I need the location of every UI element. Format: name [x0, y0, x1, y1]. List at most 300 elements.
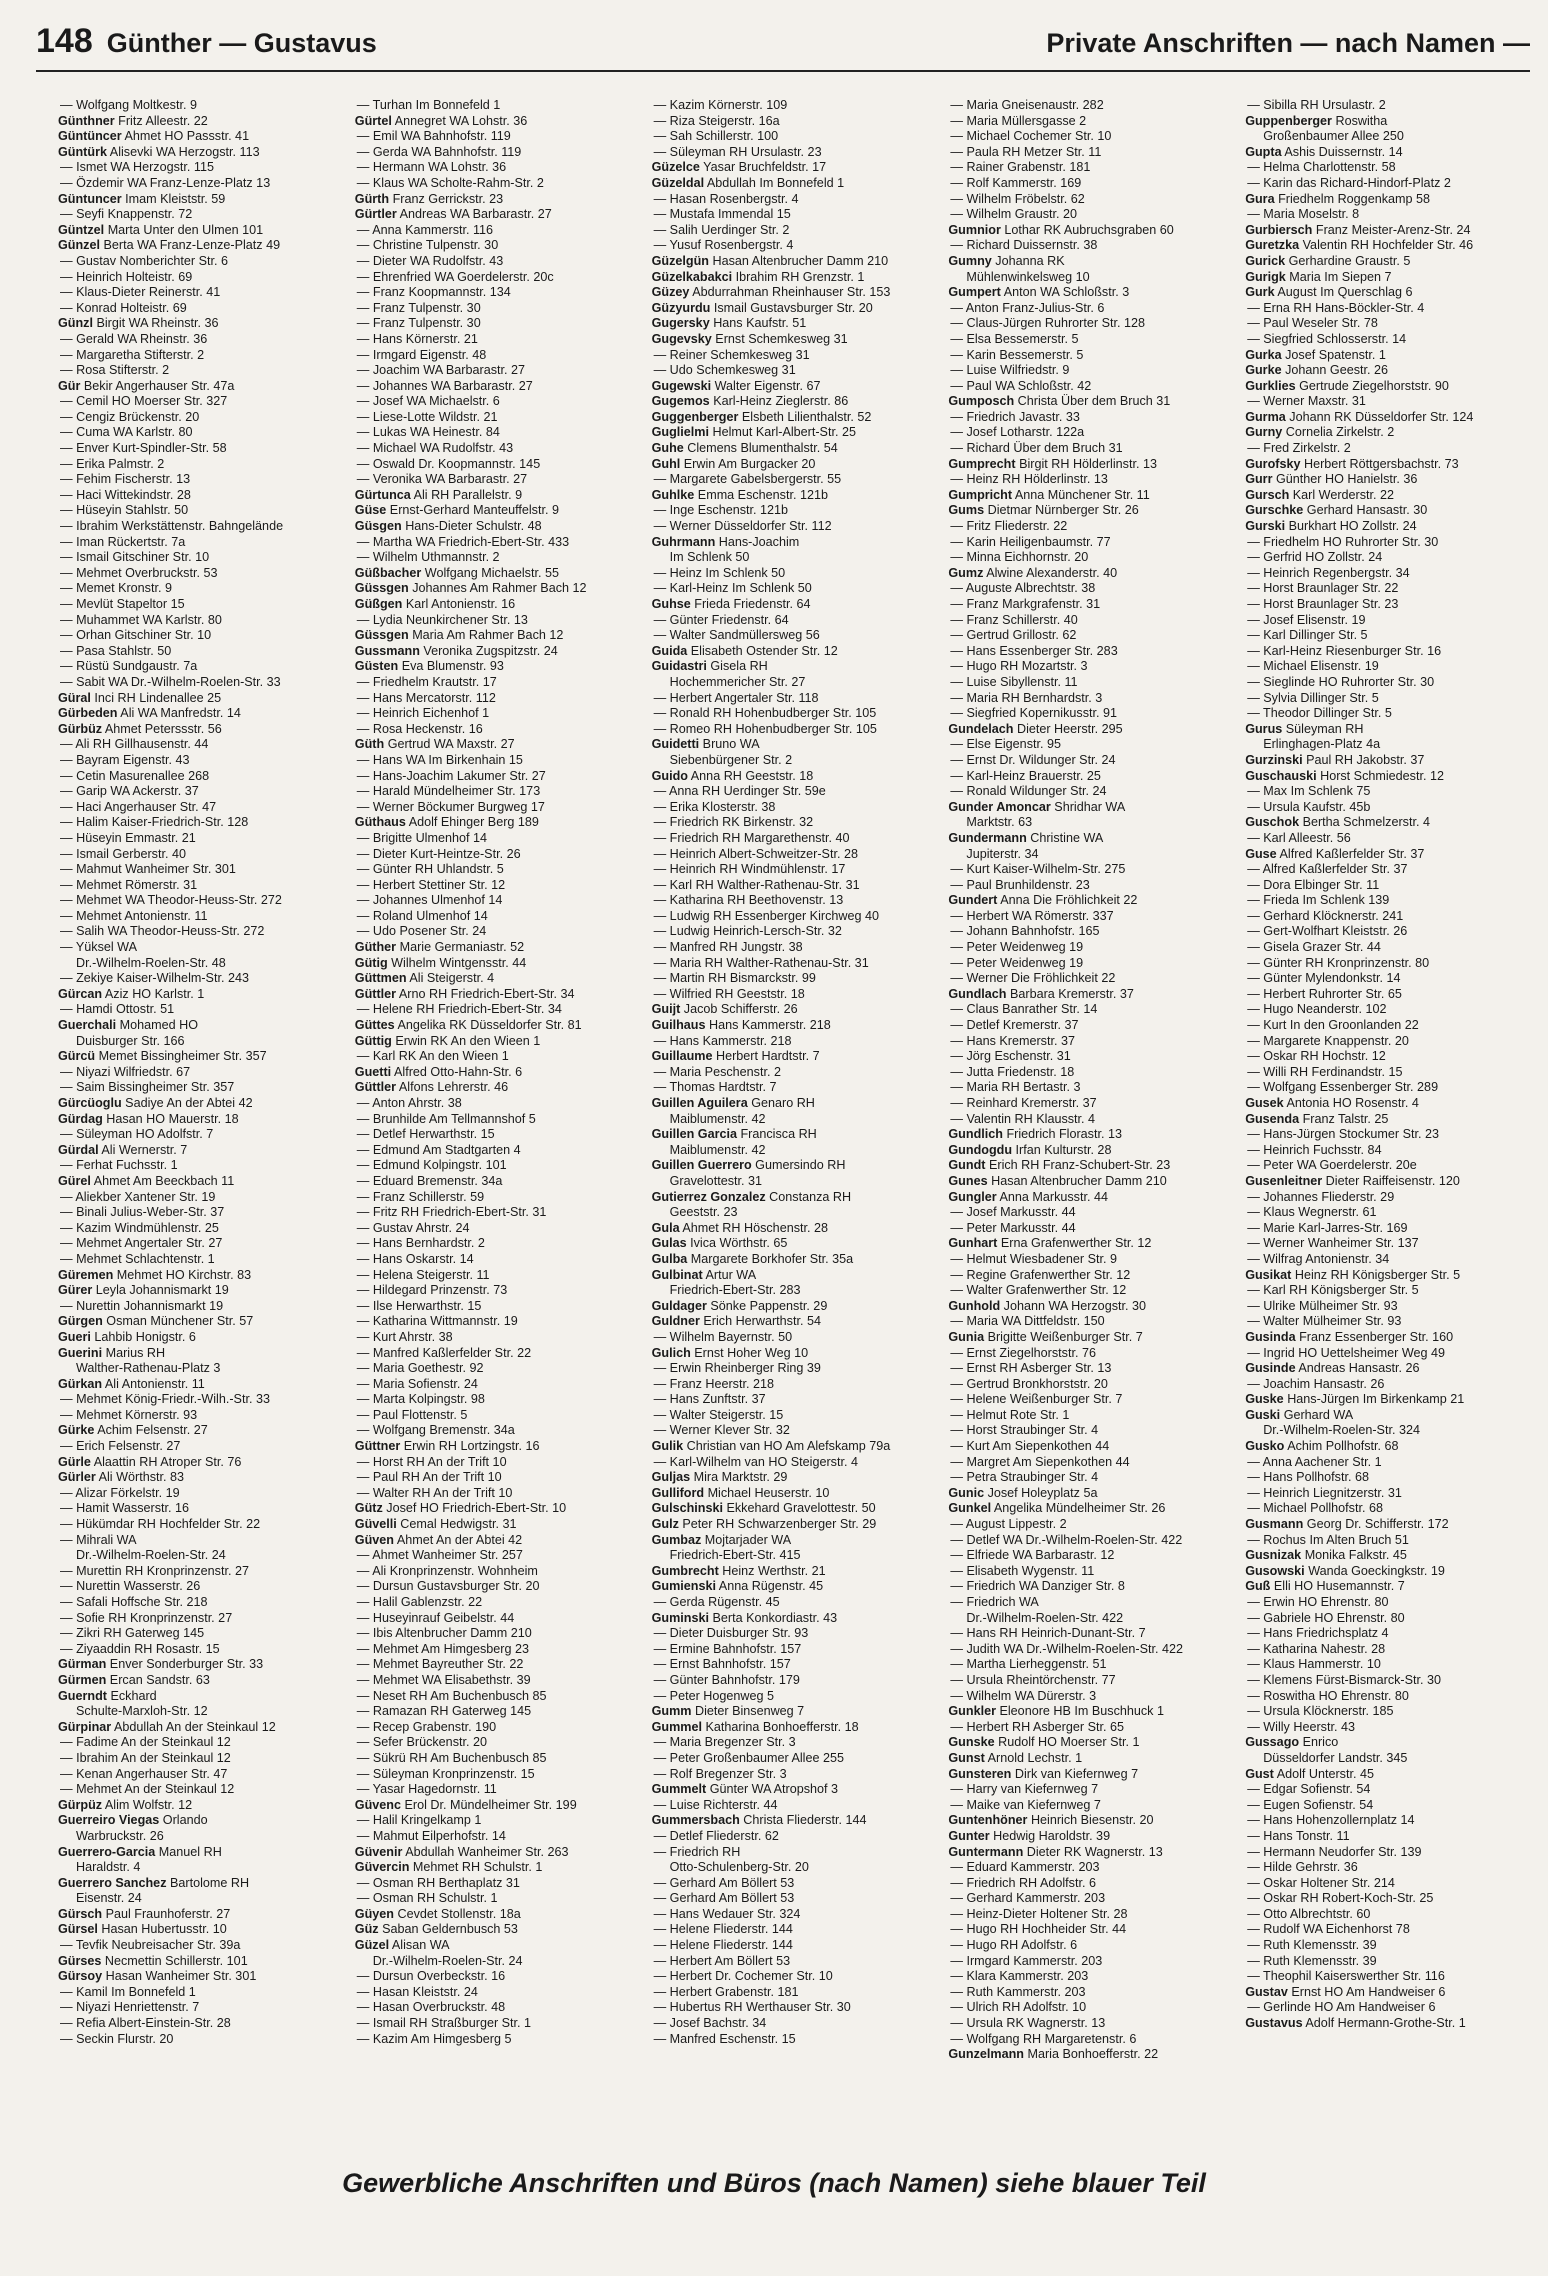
directory-entry [948, 1657, 1233, 1673]
entry-surname: Gürtunca [354, 487, 411, 502]
entry-address: Walter Eigenstr. 67 [714, 378, 821, 393]
directory-entry [652, 207, 937, 223]
entry-surname: Gulich [651, 1345, 691, 1360]
entry-address: — Gerfrid HO Zollstr. 24 [1247, 550, 1383, 565]
directory-entry [948, 176, 1233, 192]
entry-address: — Elsa Bessemerstr. 5 [950, 331, 1079, 346]
directory-entry [652, 659, 937, 675]
directory-entry [948, 488, 1233, 504]
entry-surname: Gundelach [948, 721, 1014, 736]
entry-address: Birgit RH Hölderlinstr. 13 [1019, 456, 1157, 471]
directory-entry [355, 550, 640, 566]
directory-entry [355, 659, 640, 675]
entry-address: — Ahmet Wanheimer Str. 257 [356, 1548, 523, 1563]
entry-address: — Franz Heerstr. 218 [653, 1376, 774, 1391]
entry-address: — Hans Wedauer Str. 324 [653, 1906, 801, 1921]
entry-address: — Mehmet Schlachtenstr. 1 [60, 1251, 215, 1266]
directory-entry [58, 847, 343, 863]
entry-address: — Sah Schillerstr. 100 [653, 129, 779, 144]
entry-surname: Gungler [948, 1189, 997, 1204]
entry-address: — Safali Hoffsche Str. 218 [60, 1595, 208, 1609]
directory-entry [355, 613, 640, 629]
entry-address: — Lydia Neunkirchener Str. 13 [356, 612, 528, 627]
directory-entry [1245, 488, 1530, 504]
directory-entry [1245, 1720, 1530, 1736]
entry-address: — Ramazan RH Gaterweg 145 [356, 1704, 532, 1719]
entry-address: Karl Werderstr. 22 [1292, 487, 1395, 502]
directory-entry [355, 176, 640, 192]
entry-address: Erwin RH Lortzingstr. 16 [403, 1439, 540, 1454]
entry-address: — Martha Lierheggenstr. 51 [950, 1657, 1107, 1672]
entry-address: — Sylvia Dillinger Str. 5 [1247, 690, 1379, 705]
entry-address: — Werner Klever Str. 32 [653, 1423, 790, 1438]
entry-address: — Sabit WA Dr.-Wilhelm-Roelen-Str. 33 [60, 674, 281, 689]
entry-surname: Güzey [651, 285, 690, 300]
entry-address: Enrico [1302, 1735, 1339, 1750]
directory-entry [58, 1595, 343, 1611]
entry-address: — Josef Elisenstr. 19 [1247, 612, 1366, 627]
entry-address: — Peter Markusstr. 44 [950, 1220, 1076, 1235]
entry-address: — Peter Hogenweg 5 [653, 1688, 775, 1703]
directory-entry [948, 706, 1233, 722]
directory-entry [652, 566, 937, 582]
directory-entry [1245, 613, 1530, 629]
entry-surname: Gunic [948, 1485, 985, 1500]
entry-address: Anton WA Schloßstr. 3 [1003, 285, 1130, 300]
entry-surname: Gurofsky [1245, 456, 1301, 471]
entry-surname: Gugemos [651, 394, 710, 409]
entry-address: Memet Bissingheimer Str. 357 [98, 1049, 267, 1064]
entry-address: — Ismail Gitschiner Str. 10 [60, 550, 210, 565]
entry-address: — Karl-Heinz Brauerstr. 25 [950, 768, 1101, 783]
entry-address: — Maike van Kiefernweg 7 [950, 1797, 1101, 1812]
entry-address: — Ismet WA Herzogstr. 115 [60, 160, 214, 175]
entry-surname: Güz [354, 1922, 379, 1937]
directory-entry [355, 98, 640, 114]
entry-address: — Richard Duissernstr. 38 [950, 238, 1098, 253]
directory-entry [355, 924, 640, 940]
directory-entry [58, 519, 343, 535]
entry-address: — Johannes Ulmenhof 14 [356, 893, 503, 908]
entry-surname: Gunes [948, 1173, 988, 1188]
entry-surname: Guhlke [651, 487, 695, 502]
directory-entry [652, 1845, 937, 1861]
entry-address: — Karin das Richard-Hindorf-Platz 2 [1247, 175, 1451, 190]
entry-surname: Gürth [354, 191, 390, 206]
entry-address: Ahmet HO Passstr. 41 [124, 129, 250, 144]
entry-address: — Heinrich Liegnitzerstr. 31 [1247, 1485, 1402, 1500]
directory-entry [355, 1034, 640, 1050]
directory-entry [1245, 1299, 1530, 1315]
directory-entry [58, 160, 343, 176]
entry-address: — Heinrich Holteistr. 69 [60, 269, 193, 284]
entry-address: — Kurt Kaiser-Wilhelm-Str. 275 [950, 862, 1126, 877]
directory-entry [948, 1236, 1233, 1252]
directory-entry [1245, 691, 1530, 707]
directory-entry [355, 1891, 640, 1907]
entry-surname: Gulbinat [651, 1267, 703, 1282]
directory-entry [1245, 1907, 1530, 1923]
directory-entry [355, 1860, 640, 1876]
directory-entry [948, 1283, 1233, 1299]
entry-address: Arnold Lechstr. 1 [987, 1750, 1083, 1765]
directory-entry [355, 581, 640, 597]
directory-entry [948, 519, 1233, 535]
directory-entry [355, 1798, 640, 1814]
directory-entry [1245, 566, 1530, 582]
entry-surname: Güther [354, 940, 397, 955]
directory-entry [948, 1782, 1233, 1798]
entry-address: August Im Querschlag 6 [1277, 285, 1413, 300]
directory-entry [58, 1985, 343, 2001]
directory-entry [58, 254, 343, 270]
entry-surname: Güzeldal [651, 175, 705, 190]
directory-entry [1245, 1377, 1530, 1393]
entry-address: — Detlef WA Dr.-Wilhelm-Roelen-Str. 422 [950, 1532, 1183, 1547]
directory-entry [948, 285, 1233, 301]
entry-address: — Ali Kronprinzenstr. Wohnheim [356, 1563, 538, 1578]
directory-entry [948, 98, 1233, 114]
entry-address: Sönke Pappenstr. 29 [710, 1298, 828, 1313]
entry-address: — Rainer Grabenstr. 181 [950, 160, 1091, 175]
entry-address: Josef HO Friedrich-Ebert-Str. 10 [386, 1501, 567, 1516]
directory-entry [355, 1346, 640, 1362]
entry-address: — Mehmet Overbruckstr. 53 [60, 565, 218, 580]
directory-entry [652, 332, 937, 348]
entry-address: — Claus Banrather Str. 14 [950, 1002, 1098, 1017]
directory-entry [948, 1127, 1233, 1143]
directory-entry [652, 1423, 937, 1439]
entry-address: — Franz Tulpenstr. 30 [356, 316, 481, 331]
directory-entry [1245, 1922, 1530, 1938]
entry-address: — Detlef Kremerstr. 37 [950, 1018, 1079, 1033]
entry-surname: Gurr [1245, 472, 1273, 487]
directory-entry [652, 1860, 937, 1876]
entry-address: — Günter RH Kronprinzenstr. 80 [1247, 955, 1430, 970]
directory-entry [652, 1720, 937, 1736]
entry-surname: Gundogdu [948, 1142, 1013, 1157]
entry-surname: Gussmann [354, 643, 420, 658]
entry-address: — Hamdi Ottostr. 51 [60, 1002, 175, 1017]
entry-address: Lahbib Honigstr. 6 [94, 1329, 196, 1344]
entry-address: — Wolfgang RH Margaretenstr. 6 [950, 2031, 1137, 2046]
directory-entry [948, 316, 1233, 332]
entry-address: — Hugo RH Hochheider Str. 44 [950, 1922, 1127, 1937]
entry-address: — Zikri RH Gaterweg 145 [60, 1626, 205, 1641]
entry-address: — Fadime An der Steinkaul 12 [60, 1735, 231, 1750]
entry-address: — Friedrich RH Adolfstr. 6 [950, 1875, 1096, 1890]
directory-entry [948, 223, 1233, 239]
entry-address: — Maria Gneisenaustr. 282 [950, 98, 1104, 112]
entry-address: — Rochus Im Alten Bruch 51 [1247, 1532, 1409, 1547]
entry-address: — Garip WA Ackerstr. 37 [60, 784, 199, 799]
directory-entry [58, 628, 343, 644]
directory-entry [948, 1720, 1233, 1736]
entry-address: — Karl Dillinger Str. 5 [1247, 628, 1368, 643]
directory-entry [652, 1907, 937, 1923]
directory-entry [948, 192, 1233, 208]
entry-surname: Gürbüz [58, 721, 103, 736]
directory-entry [652, 1782, 937, 1798]
directory-entry [355, 114, 640, 130]
entry-address: Erich RH Franz-Schubert-Str. 23 [988, 1158, 1171, 1173]
directory-entry [1245, 394, 1530, 410]
directory-entry [355, 691, 640, 707]
directory-entry [58, 644, 343, 660]
directory-entry [652, 1268, 937, 1284]
directory-entry [1245, 1767, 1530, 1783]
entry-address: — Ermine Bahnhofstr. 157 [653, 1641, 802, 1656]
directory-entry [948, 1501, 1233, 1517]
entry-surname: Guhse [651, 597, 691, 611]
directory-entry [948, 238, 1233, 254]
entry-address: Erna Grafenwerther Str. 12 [1000, 1236, 1152, 1251]
directory-entry [355, 535, 640, 551]
directory-entry [355, 1236, 640, 1252]
directory-entry [1245, 815, 1530, 831]
directory-entry [1245, 1236, 1530, 1252]
entry-address: Hans-Joachim [718, 534, 800, 549]
entry-surname: Güse [354, 503, 387, 518]
entry-surname: Gurma [1245, 409, 1286, 424]
entry-address: Necmettin Schillerstr. 101 [104, 1953, 248, 1968]
directory-entry [1245, 722, 1530, 738]
entry-address: — Ursula RK Wagnerstr. 13 [950, 2016, 1106, 2031]
entry-address: Alisan WA [391, 1938, 450, 1953]
directory-entry [652, 1517, 937, 1533]
entry-address: Karl-Heinz Zieglerstr. 86 [713, 394, 849, 409]
directory-entry [58, 940, 343, 956]
entry-address: — Werner Düsseldorfer Str. 112 [653, 519, 832, 534]
directory-entry [948, 1922, 1233, 1938]
directory-entry [948, 254, 1233, 270]
entry-address: Maiblumenstr. 42 [669, 1142, 766, 1157]
directory-entry [1245, 1361, 1530, 1377]
directory-entry [1245, 285, 1530, 301]
directory-entry [1245, 1143, 1530, 1159]
directory-entry [652, 472, 937, 488]
entry-address: — Oskar RH Hochstr. 12 [1247, 1049, 1386, 1064]
entry-address: Hans Kaufstr. 51 [713, 316, 807, 331]
entry-surname: Gürpüz [58, 1797, 103, 1812]
entry-address: Hans-Dieter Schulstr. 48 [405, 519, 542, 534]
entry-address: — Rolf Kammerstr. 169 [950, 175, 1082, 190]
entry-address: — Theodor Dillinger Str. 5 [1247, 706, 1392, 721]
entry-address: — Detlef Herwarthstr. 15 [356, 1127, 495, 1142]
directory-entry [652, 145, 937, 161]
directory-entry [1245, 1704, 1530, 1720]
directory-entry [1245, 1782, 1530, 1798]
entry-address: Walther-Rathenau-Platz 3 [76, 1361, 221, 1376]
entry-surname: Guschok [1245, 815, 1300, 830]
entry-address: Ali RH Parallelstr. 9 [413, 487, 523, 502]
directory-entry [58, 2016, 343, 2032]
directory-entry [1245, 1954, 1530, 1970]
directory-entry [652, 457, 937, 473]
directory-entry [58, 1611, 343, 1627]
entry-address: — Gabriele HO Ehrenstr. 80 [1247, 1610, 1405, 1625]
directory-entry [948, 1533, 1233, 1549]
entry-address: Alim Wolfstr. 12 [104, 1797, 193, 1812]
directory-entry [58, 457, 343, 473]
entry-surname: Gürbeden [58, 706, 118, 721]
entry-surname: Gürman [58, 1657, 107, 1672]
directory-entry [1245, 348, 1530, 364]
directory-entry [58, 1408, 343, 1424]
directory-entry [355, 410, 640, 426]
directory-entry [355, 1922, 640, 1938]
entry-address: — Karl RH Königsberger Str. 5 [1247, 1283, 1419, 1298]
entry-address: — Michael Elisenstr. 19 [1247, 659, 1379, 674]
entry-address: Anna RH Geeststr. 18 [690, 768, 814, 783]
directory-entry [58, 98, 343, 114]
directory-entry [355, 1190, 640, 1206]
entry-address: Eisenstr. 24 [76, 1891, 142, 1906]
entry-address: — Ulrich RH Adolfstr. 10 [950, 2000, 1087, 2015]
directory-entry [948, 659, 1233, 675]
entry-surname: Gumprecht [948, 456, 1016, 471]
directory-entry [948, 1751, 1233, 1767]
directory-entry [948, 1221, 1233, 1237]
directory-entry [355, 706, 640, 722]
directory-entry [1245, 1034, 1530, 1050]
directory-entry [58, 1455, 343, 1471]
directory-entry [58, 1127, 343, 1143]
entry-address: Johann Geestr. 26 [1285, 363, 1389, 378]
entry-address: — Hükümdar RH Hochfelder Str. 22 [60, 1517, 261, 1532]
entry-address: Marie Germaniastr. 52 [399, 940, 525, 955]
directory-entry [1245, 1501, 1530, 1517]
entry-surname: Gurigk [1245, 269, 1286, 284]
directory-entry [355, 753, 640, 769]
entry-address: Marta Unter den Ulmen 101 [107, 222, 264, 237]
column-1 [58, 98, 343, 2148]
directory-entry [355, 737, 640, 753]
entry-address: — Heinrich Regenbergstr. 34 [1247, 565, 1410, 580]
entry-surname: Guerndt [58, 1688, 107, 1703]
directory-entry [355, 1751, 640, 1767]
entry-address: Michael Heuserstr. 10 [707, 1485, 830, 1500]
entry-address: — Gustav Ahrstr. 24 [356, 1220, 470, 1235]
directory-entry [948, 1018, 1233, 1034]
entry-address: — Paul Brunhildenstr. 23 [950, 877, 1090, 892]
directory-entry [355, 1096, 640, 1112]
entry-address: — Bayram Eigenstr. 43 [60, 752, 190, 767]
entry-address: Cemal Hedwigstr. 31 [400, 1517, 517, 1532]
directory-entry [948, 503, 1233, 519]
entry-address: — Karl-Heinz Im Schlenk 50 [653, 581, 812, 596]
directory-entry [652, 1548, 937, 1564]
entry-address: — Murettin RH Kronprinzenstr. 27 [60, 1563, 249, 1578]
entry-address: Inci RH Lindenallee 25 [94, 690, 222, 705]
entry-address: — Tevfik Neubreisacher Str. 39a [60, 1938, 241, 1953]
directory-entry [58, 956, 343, 972]
entry-address: — Hans Kremerstr. 37 [950, 1033, 1075, 1048]
entry-address: — Karl-Wilhelm van HO Steigerstr. 4 [653, 1454, 858, 1469]
entry-address: — Franz Schillerstr. 40 [950, 612, 1078, 627]
entry-address: — Inge Eschenstr. 121b [653, 503, 789, 518]
entry-address: — Wilhelm Fröbelstr. 62 [950, 191, 1085, 206]
entry-address: — Friedhelm Krautstr. 17 [356, 674, 497, 689]
entry-surname: Gundert [948, 893, 998, 908]
entry-address: Arno RH Friedrich-Ebert-Str. 34 [398, 986, 575, 1001]
directory-entry [355, 301, 640, 317]
entry-address: Otto-Schulenberg-Str. 20 [669, 1860, 809, 1875]
directory-entry [1245, 1486, 1530, 1502]
entry-address: — Eugen Sofienstr. 54 [1247, 1797, 1374, 1812]
entry-address: Eckhard [110, 1688, 157, 1703]
directory-entry [948, 924, 1233, 940]
entry-surname: Güvercin [354, 1860, 410, 1875]
directory-entry [948, 535, 1233, 551]
directory-entry [1245, 550, 1530, 566]
directory-entry [58, 1626, 343, 1642]
entry-address: — Hans Friedrichsplatz 4 [1247, 1626, 1389, 1641]
entry-address: — Martha WA Friedrich-Ebert-Str. 433 [356, 534, 570, 549]
entry-address: Gisela RH [710, 659, 768, 674]
directory-entry [58, 1564, 343, 1580]
directory-entry [58, 1002, 343, 1018]
entry-surname: Gurski [1245, 519, 1286, 534]
entry-address: Bartolome RH [170, 1875, 250, 1890]
directory-entry [355, 1065, 640, 1081]
entry-address: — Hermann Neudorfer Str. 139 [1247, 1844, 1422, 1859]
entry-address: — Franz Tulpenstr. 30 [356, 300, 481, 315]
directory-entry [652, 1595, 937, 1611]
entry-address: — Margret Am Siepenkothen 44 [950, 1454, 1130, 1469]
directory-entry [948, 1486, 1233, 1502]
entry-address: — Horst Straubinger Str. 4 [950, 1423, 1099, 1438]
directory-entry [652, 1642, 937, 1658]
entry-surname: Gurus [1245, 721, 1283, 736]
directory-entry [652, 1049, 937, 1065]
entry-surname: Güzel [354, 1938, 390, 1953]
entry-address: — Helmut Wiesbadener Str. 9 [950, 1251, 1117, 1266]
entry-address: — Christine Tulpenstr. 30 [356, 238, 499, 253]
directory-entry [355, 129, 640, 145]
entry-address: — Karl Alleestr. 56 [1247, 830, 1351, 845]
entry-address: Adolf Unterstr. 45 [1276, 1766, 1374, 1781]
directory-entry [652, 316, 937, 332]
directory-entry [948, 363, 1233, 379]
entry-surname: Guhrmann [651, 534, 716, 549]
directory-entry [652, 1002, 937, 1018]
entry-address: Eva Blumenstr. 93 [401, 659, 504, 674]
entry-address: — Memet Kronstr. 9 [60, 581, 172, 596]
directory-entry [652, 425, 937, 441]
entry-address: — Mahmut Wanheimer Str. 301 [60, 862, 236, 877]
directory-entry [1245, 1423, 1530, 1439]
entry-address: — Friedrich WA Danziger Str. 8 [950, 1579, 1125, 1594]
entry-address: — Haci Angerhauser Str. 47 [60, 799, 217, 814]
entry-address: — Regine Grafenwerther Str. 12 [950, 1267, 1131, 1282]
directory-entry [355, 1907, 640, 1923]
entry-address: Maria Im Siepen 7 [1289, 269, 1392, 284]
directory-entry [1245, 1751, 1530, 1767]
directory-entry [1245, 1205, 1530, 1221]
entry-surname: Gumz [948, 565, 984, 580]
entry-address: — Anton Ahrstr. 38 [356, 1096, 462, 1110]
directory-entry [355, 2016, 640, 2032]
entry-address: Hasan Wanheimer Str. 301 [105, 1969, 257, 1984]
entry-address: — Nurettin Johannismarkt 19 [60, 1298, 224, 1313]
directory-entry [1245, 1346, 1530, 1362]
directory-entry [355, 1002, 640, 1018]
directory-entry [58, 1174, 343, 1190]
directory-entry [1245, 1283, 1530, 1299]
directory-entry [948, 1034, 1233, 1050]
directory-entry [948, 114, 1233, 130]
